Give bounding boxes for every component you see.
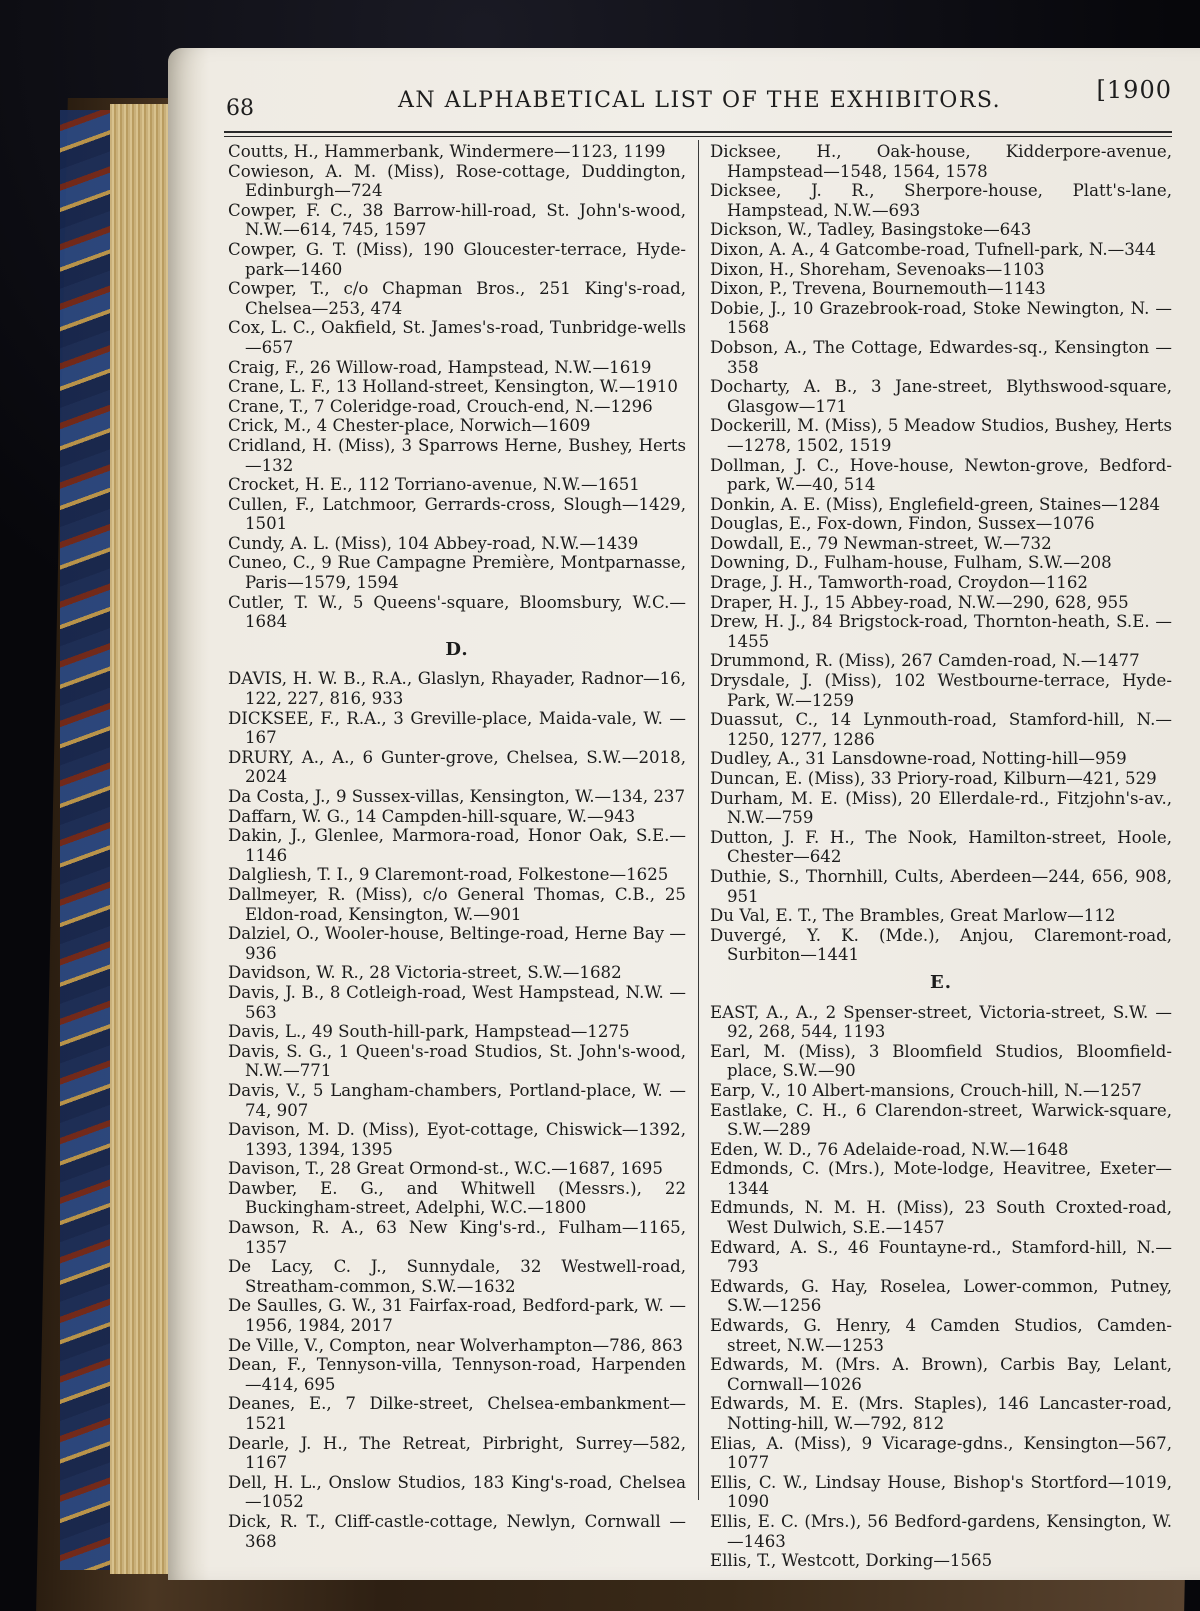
exhibitor-entry: DICKSEE, F., R.A., 3 Greville-place, Maida-vale, W. —167 bbox=[228, 708, 686, 748]
exhibitor-entry: Eastlake, C. H., 6 Clarendon-street, Warwick-square, S.W.—289 bbox=[710, 1100, 1172, 1140]
exhibitor-entry: Dutton, J. F. H., The Nook, Hamilton-street, Hoole, Chester—642 bbox=[710, 827, 1172, 867]
exhibitor-entry: Cowper, G. T. (Miss), 190 Gloucester-terrace, Hyde-park—1460 bbox=[228, 239, 686, 279]
exhibitor-entry: Duncan, E. (Miss), 33 Priory-road, Kilburn—421, 529 bbox=[710, 769, 1157, 788]
exhibitor-entry: Dicksee, J. R., Sherpore-house, Platt's-lane, Hampstead, N.W.—693 bbox=[710, 181, 1172, 220]
exhibitor-entry: Draper, H. J., 15 Abbey-road, N.W.—290, 628, 955 bbox=[710, 592, 1129, 612]
exhibitor-entry: Dicksee, H., Oak-house, Kidderpore-avenue, Hampstead—1548, 1564, 1578 bbox=[710, 142, 1172, 181]
exhibitor-entry: Duassut, C., 14 Lynmouth-road, Stamford-hill, N.—1250, 1277, 1286 bbox=[710, 710, 1172, 749]
exhibitor-entry: Ellis, T., Westcott, Dorking—1565 bbox=[710, 1551, 993, 1571]
header-rule bbox=[224, 131, 1172, 133]
exhibitor-entry: Edmunds, N. M. H. (Miss), 23 South Croxted-road, West Dulwich, S.E.—1457 bbox=[710, 1198, 1172, 1238]
exhibitor-entry: Dick, R. T., Cliff-castle-cottage, Newlyn, Cornwall —368 bbox=[228, 1511, 686, 1551]
exhibitor-entry: Ellis, C. W., Lindsay House, Bishop's Stortford—1019, 1090 bbox=[710, 1472, 1172, 1512]
exhibitor-entry: Edmonds, C. (Mrs.), Mote-lodge, Heavitree, Exeter—1344 bbox=[710, 1159, 1172, 1198]
exhibitor-entry: Duthie, S., Thornhill, Cults, Aberdeen—244, 656, 908, 951 bbox=[710, 866, 1172, 906]
running-title: AN ALPHABETICAL LIST OF THE EXHIBITORS. bbox=[398, 88, 1002, 113]
exhibitor-entry: Dobie, J., 10 Grazebrook-road, Stoke Newington, N. —1568 bbox=[710, 298, 1172, 338]
exhibitor-entry: Davis, V., 5 Langham-chambers, Portland-place, W. —74, 907 bbox=[228, 1080, 686, 1120]
exhibitor-entry: Cox, L. C., Oakfield, St. James's-road, Tunbridge-wells —657 bbox=[228, 318, 686, 357]
exhibitor-entry: Earl, M. (Miss), 3 Bloomfield Studios, Bloomfield-place, S.W.—90 bbox=[710, 1041, 1172, 1081]
exhibitor-entry: Edwards, M. (Mrs. A. Brown), Carbis Bay, Lelant, Cornwall—1026 bbox=[710, 1355, 1172, 1394]
exhibitor-entry: Dickson, W., Tadley, Basingstoke—643 bbox=[710, 220, 1032, 240]
exhibitor-entry: Edwards, G. Henry, 4 Camden Studios, Camden-street, N.W.—1253 bbox=[710, 1316, 1172, 1355]
exhibitor-entry: Dixon, H., Shoreham, Sevenoaks—1103 bbox=[710, 259, 1045, 279]
exhibitor-entry: Drummond, R. (Miss), 267 Camden-road, N.—1477 bbox=[710, 651, 1140, 671]
exhibitor-entry: Eden, W. D., 76 Adelaide-road, N.W.—1648 bbox=[710, 1139, 1069, 1159]
exhibitor-entry: Davis, L., 49 South-hill-park, Hampstead—1275 bbox=[228, 1022, 630, 1042]
exhibitor-entry: Cuneo, C., 9 Rue Campagne Première, Montparnasse, Paris—1579, 1594 bbox=[228, 553, 686, 593]
exhibitor-entry: Edwards, M. E. (Mrs. Staples), 146 Lancaster-road, Notting-hill, W.—792, 812 bbox=[710, 1394, 1172, 1433]
exhibitor-entry: Ellis, E. C. (Mrs.), 56 Bedford-gardens, Kensington, W. —1463 bbox=[710, 1511, 1172, 1551]
exhibitor-entry: De Ville, V., Compton, near Wolverhampton—786, 863 bbox=[228, 1335, 683, 1355]
exhibitor-entry: Davison, M. D. (Miss), Eyot-cottage, Chiswick—1392, 1393, 1394, 1395 bbox=[228, 1120, 686, 1159]
exhibitor-entry: Elias, A. (Miss), 9 Vicarage-gdns., Kensington—567, 1077 bbox=[710, 1433, 1172, 1473]
section-heading: D. bbox=[445, 638, 469, 660]
exhibitor-entry: Dell, H. L., Onslow Studios, 183 King's-road, Chelsea —1052 bbox=[228, 1472, 686, 1512]
exhibitor-entry: Dollman, J. C., Hove-house, Newton-grove, Bedford-park, W.—40, 514 bbox=[710, 455, 1172, 495]
exhibitor-entry: Coutts, H., Hammerbank, Windermere—1123, 1199 bbox=[228, 142, 666, 161]
exhibitor-entry: Crocket, H. E., 112 Torriano-avenue, N.W.—1651 bbox=[228, 475, 640, 495]
column-divider bbox=[698, 140, 699, 1500]
exhibitor-entry: De Saulles, G. W., 31 Fairfax-road, Bedford-park, W. —1956, 1984, 2017 bbox=[228, 1296, 686, 1336]
exhibitor-entry: Duvergé, Y. K. (Mde.), Anjou, Claremont-road, Surbiton—1441 bbox=[710, 925, 1172, 965]
exhibitor-entry: Donkin, A. E. (Miss), Englefield-green, Staines—1284 bbox=[710, 494, 1161, 514]
exhibitor-entry: Cowper, F. C., 38 Barrow-hill-road, St. John's-wood, N.W.—614, 745, 1597 bbox=[228, 200, 686, 240]
exhibitor-entry: Cundy, A. L. (Miss), 104 Abbey-road, N.W.—1439 bbox=[228, 533, 639, 553]
exhibitor-entry: Cutler, T. W., 5 Queens'-square, Bloomsbury, W.C.—1684 bbox=[228, 592, 686, 632]
exhibitor-entry: Craig, F., 26 Willow-road, Hampstead, N.W.—1619 bbox=[228, 357, 652, 377]
exhibitor-entry: Dawber, E. G., and Whitwell (Messrs.), 22 Buckingham-street, Adelphi, W.C.—1800 bbox=[228, 1178, 686, 1218]
exhibitor-entry: Dockerill, M. (Miss), 5 Meadow Studios, Bushey, Herts —1278, 1502, 1519 bbox=[710, 416, 1172, 455]
exhibitor-entry: EAST, A., A., 2 Spenser-street, Victoria-street, S.W. —92, 268, 544, 1193 bbox=[710, 1002, 1172, 1042]
exhibitor-entry: Dearle, J. H., The Retreat, Pirbright, Surrey—582, 1167 bbox=[228, 1433, 686, 1473]
exhibitor-entry: Daffarn, W. G., 14 Campden-hill-square, W.—943 bbox=[228, 806, 636, 826]
exhibitor-entry: Cridland, H. (Miss), 3 Sparrows Herne, Bushey, Herts —132 bbox=[228, 435, 686, 475]
exhibitor-entry: Docharty, A. B., 3 Jane-street, Blythswood-square, Glasgow—171 bbox=[710, 377, 1172, 416]
exhibitor-entry: Earp, V., 10 Albert-mansions, Crouch-hill, N.—1257 bbox=[710, 1080, 1142, 1100]
year-marker: [1900 bbox=[1096, 76, 1172, 104]
exhibitor-entry: Davison, T., 28 Great Ormond-st., W.C.—1687, 1695 bbox=[228, 1159, 663, 1179]
exhibitor-entry: Cullen, F., Latchmoor, Gerrards-cross, Slough—1429, 1501 bbox=[228, 494, 686, 534]
exhibitor-entry: Dixon, A. A., 4 Gatcombe-road, Tufnell-park, N.—344 bbox=[710, 239, 1156, 259]
exhibitor-entry: Drew, H. J., 84 Brigstock-road, Thornton-heath, S.E. —1455 bbox=[710, 612, 1172, 651]
exhibitor-entry: Drysdale, J. (Miss), 102 Westbourne-terrace, Hyde-Park, W.—1259 bbox=[710, 671, 1172, 710]
exhibitor-entry: Davis, S. G., 1 Queen's-road Studios, St. John's-wood, N.W.—771 bbox=[228, 1041, 686, 1081]
exhibitor-entry: Crane, T., 7 Coleridge-road, Crouch-end, N.—1296 bbox=[228, 396, 653, 416]
exhibitor-entry: Dallmeyer, R. (Miss), c/o General Thomas, C.B., 25 Eldon-road, Kensington, W.—901 bbox=[228, 884, 686, 924]
exhibitor-entry: Dalziel, O., Wooler-house, Beltinge-road, Herne Bay —936 bbox=[228, 924, 686, 963]
exhibitor-entry: Dobson, A., The Cottage, Edwardes-sq., Kensington —358 bbox=[710, 337, 1172, 377]
left-column bbox=[228, 142, 686, 1551]
exhibitor-entry: Dean, F., Tennyson-villa, Tennyson-road, Harpenden —414, 695 bbox=[228, 1355, 686, 1394]
exhibitor-entry: Crick, M., 4 Chester-place, Norwich—1609 bbox=[228, 416, 591, 436]
section-heading: E. bbox=[930, 971, 952, 993]
exhibitor-entry: Du Val, E. T., The Brambles, Great Marlow—112 bbox=[710, 906, 1116, 926]
exhibitor-entry: Downing, D., Fulham-house, Fulham, S.W.—208 bbox=[710, 553, 1112, 573]
exhibitor-entry: Dowdall, E., 79 Newman-street, W.—732 bbox=[710, 533, 1052, 553]
exhibitor-entry: Davis, J. B., 8 Cotleigh-road, West Hampstead, N.W. —563 bbox=[228, 982, 686, 1022]
page-number: 68 bbox=[226, 96, 254, 121]
exhibitor-entry: Dawson, R. A., 63 New King's-rd., Fulham—1165, 1357 bbox=[228, 1218, 686, 1257]
exhibitor-entry: Dixon, P., Trevena, Bournemouth—1143 bbox=[710, 279, 1046, 299]
exhibitor-entry: Dakin, J., Glenlee, Marmora-road, Honor Oak, S.E.—1146 bbox=[228, 826, 686, 865]
exhibitor-entry: Durham, M. E. (Miss), 20 Ellerdale-rd., Fitzjohn's-av., N.W.—759 bbox=[710, 788, 1172, 828]
exhibitor-entry: Drage, J. H., Tamworth-road, Croydon—1162 bbox=[710, 573, 1088, 593]
exhibitor-entry: De Lacy, C. J., Sunnydale, 32 Westwell-road, Streatham-common, S.W.—1632 bbox=[228, 1257, 686, 1296]
right-column bbox=[710, 142, 1172, 1571]
page-header bbox=[220, 76, 1172, 121]
exhibitor-entry: Da Costa, J., 9 Sussex-villas, Kensington, W.—134, 237 bbox=[228, 787, 686, 806]
exhibitor-entry: Douglas, E., Fox-down, Findon, Sussex—1076 bbox=[710, 514, 1095, 534]
exhibitor-entry: Cowper, T., c/o Chapman Bros., 251 King's-road, Chelsea—253, 474 bbox=[228, 279, 686, 318]
exhibitor-entry: DAVIS, H. W. B., R.A., Glaslyn, Rhayader, Radnor—16, 122, 227, 816, 933 bbox=[228, 669, 686, 709]
exhibitor-entry: Dalgliesh, T. I., 9 Claremont-road, Folkestone—1625 bbox=[228, 865, 669, 885]
exhibitor-entry: Cowieson, A. M. (Miss), Rose-cottage, Duddington, Edinburgh—724 bbox=[228, 161, 686, 201]
header-rule-thin bbox=[224, 136, 1172, 137]
exhibitor-entry: Deanes, E., 7 Dilke-street, Chelsea-embankment—1521 bbox=[228, 1394, 686, 1433]
exhibitor-entry: Crane, L. F., 13 Holland-street, Kensington, W.—1910 bbox=[228, 377, 678, 397]
exhibitor-entry: Edward, A. S., 46 Fountayne-rd., Stamford-hill, N.—793 bbox=[710, 1237, 1172, 1277]
exhibitor-entry: Dudley, A., 31 Lansdowne-road, Notting-hill—959 bbox=[710, 749, 1127, 769]
exhibitor-entry: DRURY, A., A., 6 Gunter-grove, Chelsea, S.W.—2018, 2024 bbox=[228, 747, 686, 787]
exhibitor-entry: Davidson, W. R., 28 Victoria-street, S.W.—1682 bbox=[228, 963, 622, 983]
exhibitor-entry: Edwards, G. Hay, Roselea, Lower-common, Putney, S.W.—1256 bbox=[710, 1276, 1172, 1316]
